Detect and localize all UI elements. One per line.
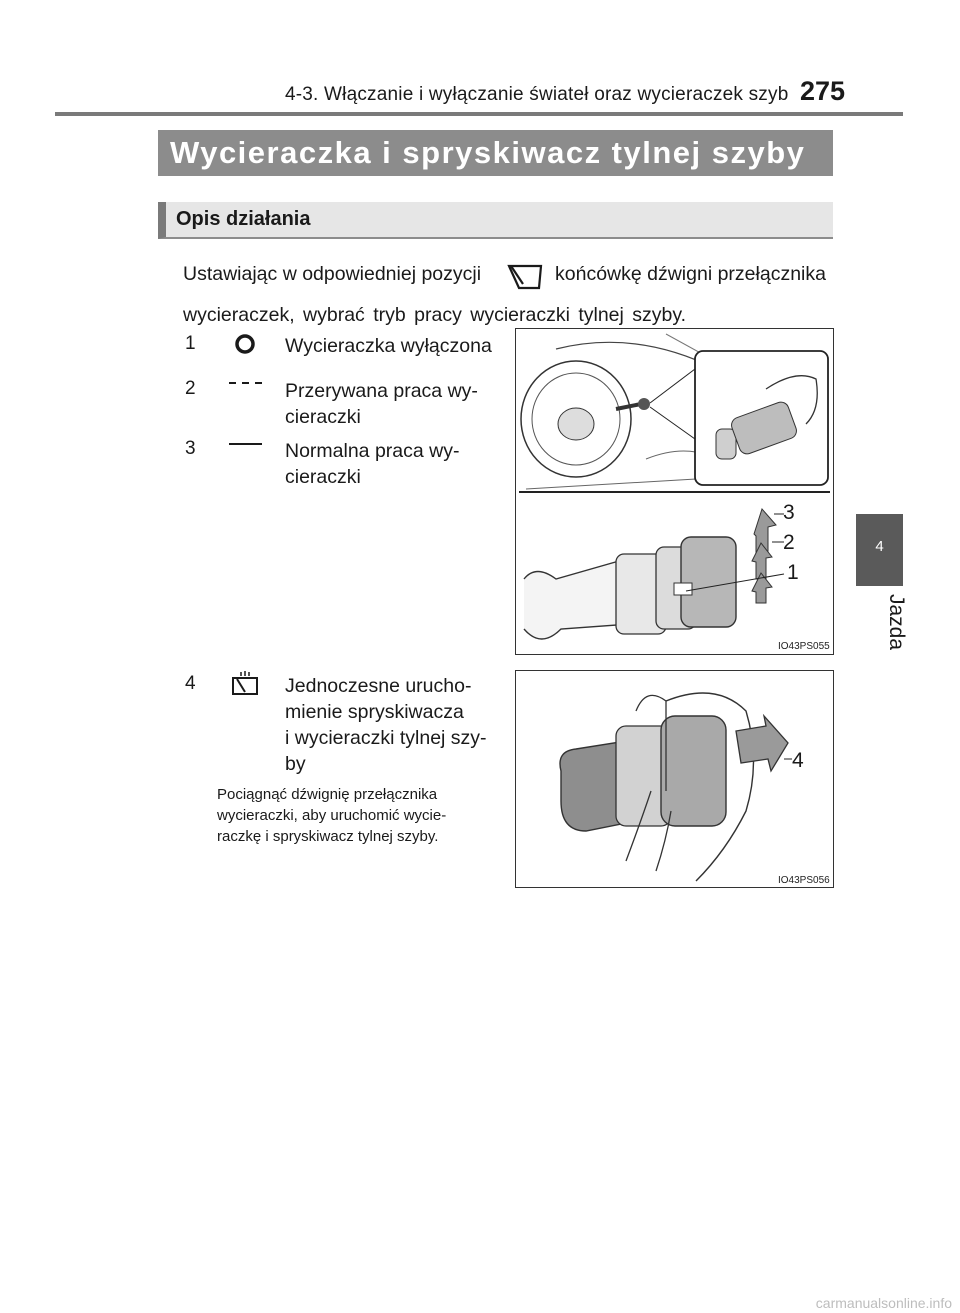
pull-lever-illustration <box>516 671 832 886</box>
item-3-text-line1: Normalna praca wy- <box>285 440 460 462</box>
running-header: 4-3. Włączanie i wyłączanie świateł oraz wycieraczek szyb <box>285 84 789 105</box>
item-number-4: 4 <box>185 673 196 694</box>
item-4-text-line2: mienie spryskiwacza <box>285 701 464 723</box>
intro-text-part1: Ustawiając w odpowiedniej pozycji <box>183 263 482 285</box>
chapter-label: Jazda <box>885 593 908 651</box>
figure-callout-4: 4 <box>792 749 804 772</box>
item-number-1: 1 <box>185 333 196 354</box>
page-number: 275 <box>800 76 846 106</box>
washer-spray-icon <box>228 670 262 698</box>
figure-pull-lever <box>515 670 834 888</box>
chapter-tab[interactable]: 4 <box>856 514 903 586</box>
wiper-lever-tip-icon <box>505 262 545 292</box>
section-title-banner <box>158 130 833 176</box>
intro-text-part2: końcówkę dźwigni przełącznika <box>555 263 826 285</box>
wiper-off-circle-icon <box>232 333 260 355</box>
intro-text-line2: wycieraczek, wybrać tryb pracy wycieraczki tylnej szyby. <box>183 304 687 326</box>
figure-callout-1: 1 <box>787 561 799 584</box>
item-3-text-line2: cieraczki <box>285 466 361 488</box>
item-1-text: Wycieraczka wyłączona <box>285 335 492 357</box>
figure-code: IO43PS056 <box>778 875 830 886</box>
figure-code: IO43PS055 <box>778 641 830 652</box>
section-title: Wycieraczka i spryskiwacz tylnej szyby <box>170 135 806 170</box>
item-number-3: 3 <box>185 438 196 459</box>
item-2-text-line2: cieraczki <box>285 406 361 428</box>
figure-callout-3: 3 <box>783 501 795 524</box>
figure-lever-positions <box>515 328 834 655</box>
site-watermark[interactable]: carmanualsonline.info <box>815 1295 952 1311</box>
item-4-text-line4: by <box>285 753 306 775</box>
wiper-intermittent-icon <box>226 378 266 390</box>
subsection-title: Opis działania <box>176 208 311 230</box>
lever-positions-illustration <box>516 329 832 653</box>
item-4-text-line1: Jednoczesne urucho- <box>285 675 472 697</box>
item-2-text-line1: Przerywana praca wy- <box>285 380 478 402</box>
note-line3: raczkę i spryskiwacz tylnej szyby. <box>217 828 439 845</box>
wiper-normal-icon <box>226 440 266 450</box>
note-line2: wycieraczki, aby uruchomić wycie- <box>217 807 447 824</box>
figure-callout-2: 2 <box>783 531 795 554</box>
subsection-banner <box>158 202 833 239</box>
note-line1: Pociągnąć dźwignię przełącznika <box>217 786 438 803</box>
item-number-2: 2 <box>185 378 196 399</box>
header-divider <box>55 112 903 116</box>
item-4-text-line3: i wycieraczki tylnej szy- <box>285 727 487 749</box>
